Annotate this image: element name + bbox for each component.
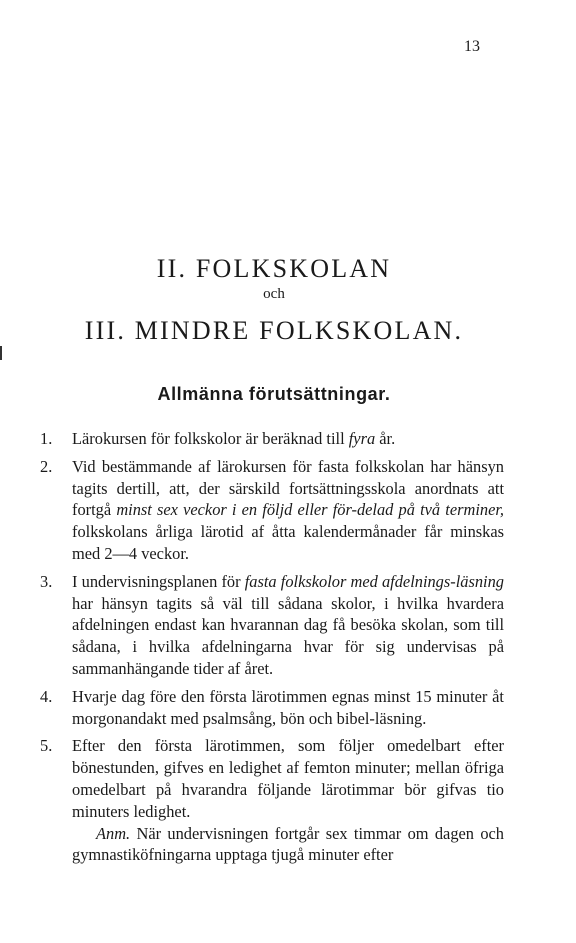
item-number: 5. <box>40 736 53 756</box>
text-span: I undervisningsplanen för <box>72 571 245 591</box>
list-item-2 <box>40 456 504 565</box>
section-subtitle: Allmänna förutsättningar. <box>157 384 391 404</box>
text-span: Vid bestämmande af lärokursen för fasta folkskolan har hänsyn tagits dertill, att, der särskild fortsättningsskola anordnats att fortgå <box>72 456 504 520</box>
numbered-list <box>40 428 504 866</box>
text-span: har hänsyn tagits så väl till sådana skolor, i hvilka hvardera afdelningen endast kan hvarannan dag få besöka skolan, som till sådana, i hvilka afdelningarna hvar för sig undervisas på sammanhängande tider af året. <box>72 593 504 678</box>
annotation-paragraph <box>72 823 504 867</box>
item-text: Efter den första lärotimmen, som följer omedelbart efter bönestunden, gifves en ledighet af femton minuter; mellan öfriga omedelbart på hvarandra följande lärotimmar bör gifvas tio minuters ledighet. <box>72 736 504 821</box>
item-text <box>72 428 504 450</box>
margin-mark <box>0 346 2 360</box>
item-text: Hvarje dag före den första lärotimmen egnas minst 15 minuter åt morgonandakt med psalmsång, bön och bibel-läsning. <box>72 686 504 728</box>
heading-mindre-folkskolan: III. MINDRE FOLKSKOLAN. <box>84 316 464 345</box>
heading-folkskolan: II. FOLKSKOLAN <box>156 254 392 283</box>
text-span: år. <box>375 429 396 448</box>
text-span: folkskolans årliga lärotid af åtta kalendermånader får minskas med 2—4 veckor. <box>72 522 504 563</box>
text-span: Lärokursen för folkskolor är beräknad till <box>72 429 349 448</box>
annotation-label: Anm. <box>96 823 131 843</box>
italic-span: fasta folkskolor med afdelnings-läsning <box>244 571 504 591</box>
item-number: 4. <box>40 686 53 706</box>
item-number: 3. <box>40 571 53 591</box>
item-text <box>72 571 504 680</box>
item-number: 2. <box>40 456 53 476</box>
list-item-3 <box>40 571 504 680</box>
item-number: 1. <box>40 429 53 448</box>
annotation-text: När undervisningen fortgår sex timmar om dagen och gymnastiköfningarna upptaga tjugå minuter efter <box>72 823 504 865</box>
heading-och: och <box>263 286 285 302</box>
italic-span: fyra <box>348 429 376 448</box>
list-item-1 <box>40 428 504 450</box>
list-item-5 <box>40 735 504 822</box>
list-item-4 <box>40 686 504 730</box>
italic-span: minst sex veckor i en följd eller för-delad på två terminer, <box>116 500 505 520</box>
page-number: 13 <box>464 38 480 55</box>
item-text <box>72 456 504 565</box>
